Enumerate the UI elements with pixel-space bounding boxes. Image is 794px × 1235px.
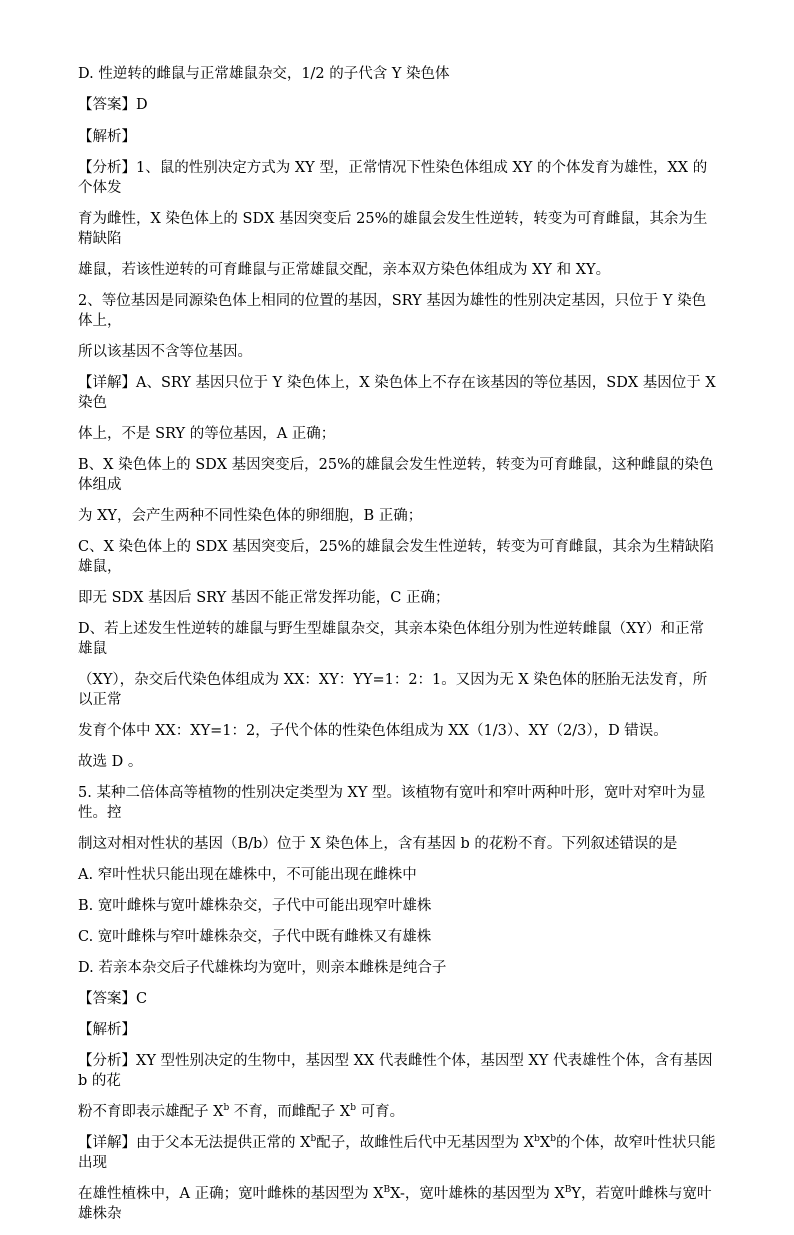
text-line: 发育个体中 XX：XY=1：2，子代个体的性染色体组成为 XX（1/3）、XY（2/3），D 错误。	[78, 723, 668, 739]
question-stem: 制这对相对性状的基因（B/b）位于 X 染色体上，含有基因 b 的花粉不育。下列叙述错误的是	[78, 836, 678, 852]
text-line: B、X 染色体上的 SDX 基因突变后，25%的雄鼠会发生性逆转，转变为可育雌鼠，这种雌鼠的染色体组成	[78, 457, 714, 493]
text-line: 【分析】1、鼠的性别决定方式为 XY 型，正常情况下性染色体组成 XY 的个体发育为雄性，XX 的个体发	[78, 160, 708, 196]
option-a: A. 窄叶性状只能出现在雄株中，不可能出现在雌株中	[78, 867, 417, 883]
text-line: 体上，不是 SRY 的等位基因，A 正确；	[78, 426, 336, 442]
option-d: D. 若亲本杂交后子代雄株均为宽叶，则亲本雌株是纯合子	[78, 960, 447, 976]
text-line: 【详解】由于父本无法提供正常的 $X^b$配子，故雌性后代中无基因型为 $X^bX^b$的个体，故窄叶性状只能出现	[78, 1134, 716, 1171]
text-line: 为 XY，会产生两种不同性染色体的卵细胞，B 正确；	[78, 508, 423, 524]
question-stem: 5. 某种二倍体高等植物的性别决定类型为 XY 型。该植物有宽叶和窄叶两种叶形，宽叶对窄叶为显性。控	[78, 785, 706, 821]
analysis-label: 【解析】	[78, 1022, 136, 1038]
text-line: 2、等位基因是同源染色体上相同的位置的基因，SRY 基因为雄性的性别决定基因，只位于 Y 染色体上，	[78, 293, 707, 329]
answer-block-q4	[78, 95, 718, 147]
text-line: 【详解】A、SRY 基因只位于 Y 染色体上，X 染色体上不存在该基因的等位基因，SDX 基因位于 X 染色	[78, 375, 721, 411]
text-line: 【分析】XY 型性别决定的生物中，基因型 XX 代表雌性个体，基因型 XY 代表雄性个体，含有基因 b 的花	[78, 1053, 718, 1089]
text-line: 育为雌性，X 染色体上的 SDX 基因突变后 25%的雄鼠会发生性逆转，转变为可育雌鼠，其余为生精缺陷	[78, 211, 708, 247]
detail-section-q4	[78, 373, 721, 772]
document-page	[78, 64, 721, 1235]
text-line: C、X 染色体上的 SDX 基因突变后，25%的雄鼠会发生性逆转，转变为可育雌鼠，其余为生精缺陷雄鼠，	[78, 539, 714, 575]
text-line: 所以该基因不含等位基因。	[78, 344, 252, 360]
answer-label: 【答案】C	[78, 991, 148, 1007]
option-c: C. 宽叶雌株与窄叶雄株杂交，子代中既有雌株又有雄株	[78, 929, 432, 945]
option-b: B. 宽叶雌株与宽叶雄株杂交，子代中可能出现窄叶雄株	[78, 898, 432, 914]
question-5	[78, 783, 718, 1224]
text-line: 粉不育即表示雄配子 $X^b$ 不育，而雌配子 $X^b$ 可育。	[78, 1103, 405, 1120]
text-line: 即无 SDX 基因后 SRY 基因不能正常发挥功能，C 正确；	[78, 590, 450, 606]
analysis-section-q4	[78, 158, 718, 362]
analysis-label: 【解析】	[78, 129, 136, 145]
option-d-q4: D. 性逆转的雌鼠与正常雄鼠杂交，1/2 的子代含 Y 染色体	[78, 66, 450, 82]
text-line: D、若上述发生性逆转的雄鼠与野生型雄鼠杂交，其亲本染色体组分别为性逆转雌鼠（XY）和正常雄鼠	[78, 621, 705, 657]
text-line: 在雄性植株中，A 正确；宽叶雌株的基因型为 $X^BX-$，宽叶雄株的基因型为 $X^BY$，若宽叶雌株与宽叶雄株杂	[78, 1185, 712, 1222]
conclusion-line: 故选 D 。	[78, 754, 143, 770]
text-line: 雄鼠，若该性逆转的可育雌鼠与正常雄鼠交配，亲本双方染色体组成为 XY 和 XY。	[78, 262, 611, 278]
text-line: （XY），杂交后代染色体组成为 XX：XY：YY=1：2：1。又因为无 X 染色体的胚胎无法发育，所以正常	[78, 672, 708, 708]
answer-label: 【答案】D	[78, 97, 148, 113]
